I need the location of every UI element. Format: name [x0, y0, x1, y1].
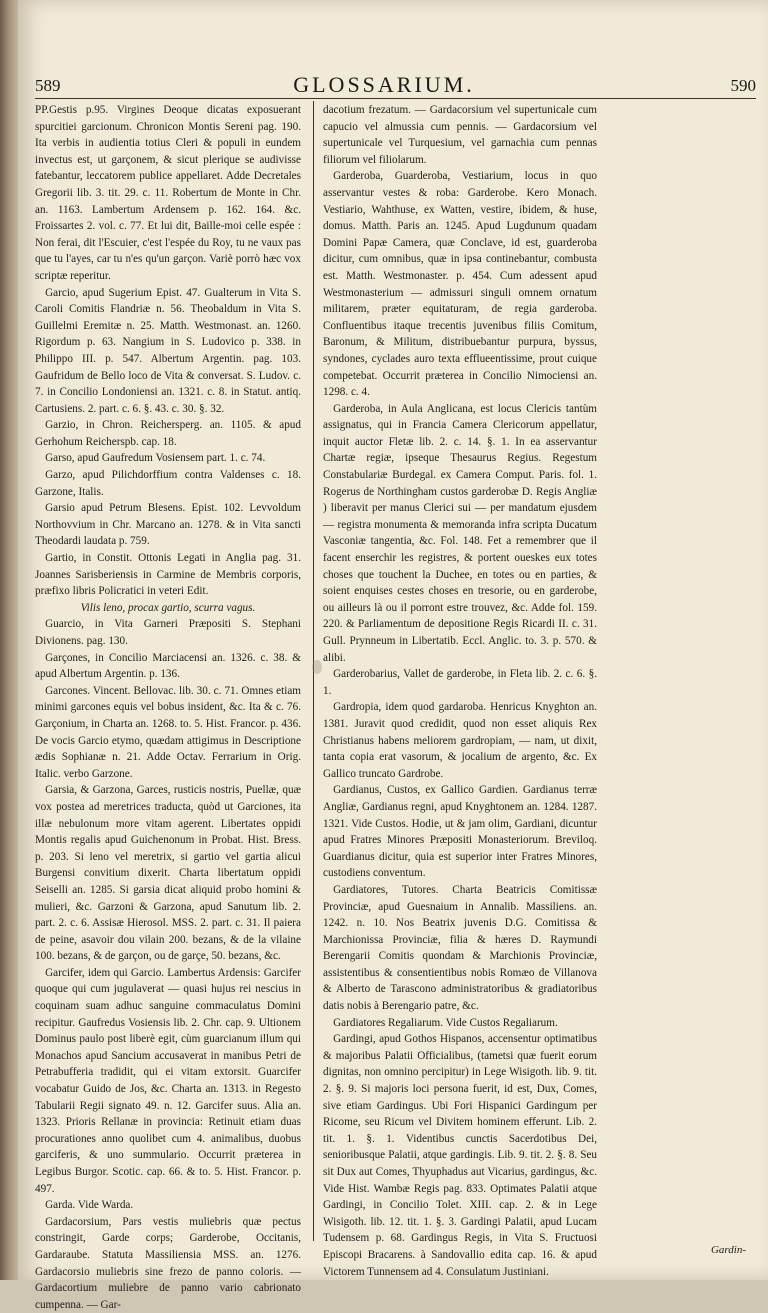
left-column — [35, 102, 301, 1311]
entry-paragraph: Garderoba, Guarderoba, Vestiarium, locus in quo asservantur vestes & roba: Garderobe. Kero Monach. Vestiario, Wahthuse, ex Watten, vestire, ibidem, & huse, domus. Matth. Paris an. 1245. Apud Lugdunum quadam Domini Papæ Camera, quæ Conclave, id est, guarderoba dicitur, cum omnibus, quæ in ipsa continebantur, combusta est. Matth. Westmonaster. p. 454. Cum adessent apud Westmonasterium — admissuri singuli omnem ornatum militarem, præter equitaturam, de regia garderoba. Confluentibus itaque trecentis juvenibus filiis Comitum, Baronum, & Militum, distribuebantur purpura, byssus, syndones, cyclades auro texta efflueentissime, prout cuique competebat. Occurrit præterea in Concilio Nimociensi an. 1298. c. 4. — [323, 170, 597, 399]
entry-paragraph: Garsio apud Petrum Blesens. Epist. 102. Levvoldum Northovvium in Chr. Marcano an. 1278. & in Vita sancti Theodardi laudata p. 759. — [35, 502, 301, 548]
entry-paragraph: Garsia, & Garzona, Garces, rusticis nostris, Puellæ, quæ vox postea ad meretrices traducta, quòd ut Garciones, ita illæ nebulonum more vitam agerent. Libertates oppidi Montis regalis apud Guichenonum in Probat. Hist. Bress. p. 203. Si leno vel meretrix, si gartio vel gartia alicui Burgensi convitium dixerit. Charta libertatum oppidi Seiselli an. 1285. Si garsia dicat aliquid probo homini & mulieri, &c. Garzoni & Garzona, apud Sanutum lib. 2. part. 2. c. 6. Assisæ Hierosol. MSS. 2. part. c. 31. Il paiera de peine, asavoir dou vilain 200. bezans, & de la vilaine 100. bezans, & de garçon, ou de garçe, 50. bezans, &c. — [35, 784, 301, 963]
entry-paragraph: Gartio, in Constit. Ottonis Legati in Anglia pag. 31. Joannes Sarisberiensis in Carmine de Membris corporis, præfixo libris Policratici in veteri Edit. — [35, 552, 301, 598]
entry-paragraph: Gardiatores, Tutores. Charta Beatricis Comitissæ Provinciæ, apud Guesnaium in Annalib. Massiliens. an. 1242. n. 10. Nos Beatrix juvenis D.G. Comitissa & Marchionissa Provinciæ, filia & hæres D. Raymundi Berengarii Comitis quondam & Marchionis Provinciæ, assistentibus & consentientibus nobis Romæo de Villanova & Alberto de Tarascono administratoribus & gradiatoribus datis nobis à Berengario patre, &c. — [323, 883, 597, 1013]
entry-paragraph: Gardiatores Regaliarum. Vide Custos Regaliarum. — [333, 1016, 558, 1029]
entry-paragraph: Garçones, in Concilio Marciacensi an. 1326. c. 38. & apud Albertum Argentin. p. 136. — [35, 651, 301, 681]
entry-paragraph: Garso, apud Gaufredum Vosiensem part. 1. c. 74. — [45, 452, 266, 465]
page-title: GLOSSARIUM. — [293, 72, 475, 97]
entry-paragraph: Guarcio, in Vita Garneri Præpositi S. Stephani Divionens. pag. 130. — [35, 618, 301, 647]
page-header — [18, 72, 756, 100]
catchword: Gardin- — [710, 1244, 746, 1256]
entry-paragraph: Garcifer, idem qui Garcio. Lambertus Ardensis: Garcifer quoque qui cum jugulaverat — quasi hujus rei nescius in coquinam suam adhuc sanguine commaculatus Domini recipitur. Gaufredus Vosiensis lib. 2. Chr. cap. 9. Ultionem Dominus paulo post liberè egit, cùm guarcianum illum qui Monachos apud Sancium accusaverat in manibus Petri de Petrabufferia tradidit, qui ei vitam extorsit. Guarcifer vocabatur Guido de Jos, &c. Charta an. 1313. in Regesto Tabularii Regii signato 49. n. 12. Garcifer suus. Alia an. 1323. Prioris Rellanæ in provincia: Retinuit etiam duas procurationes anno quolibet cum 4. animalibus, duobus garciferis, & uno summulario. Occurrit præterea in Legibus Burgor. Scotic. cap. 66. & to. 5. Hist. Francor. p. 497. — [35, 966, 301, 1195]
entry-paragraph: Garcones. Vincent. Bellovac. lib. 30. c. 71. Omnes etiam minimi garcones equis vel bobus insident, &c. Ita & c. 76. Garçonium, in Charta an. 1268. to. 5. Hist. Francor. p. 436. De vocis Garcio etymo, quædam attigimus in Descriptione ædis Sophianæ n. 21. Adde Octav. Ferrarium in Orig. Italic. verbo Garzone. — [35, 684, 301, 780]
entry-paragraph: Gardropia, idem quod gardaroba. Henricus Knyghton an. 1381. Juravit quod credidit, quod non esset aliquis Rex Christianus habens meliorem gardropiam, — nam, ut dixit, tanta copia erat vasorum, & jocalium de argento, &c. Ex Gallico truncato Gardrobe. — [323, 701, 597, 780]
entry-paragraph: Garderobarius, Vallet de garderobe, in Fleta lib. 2. c. 6. §. 1. — [323, 668, 597, 697]
entry-paragraph: Garzo, apud Pilichdorffium contra Valdenses c. 18. Garzone, Italis. — [35, 469, 301, 498]
page-number-left: 589 — [35, 76, 61, 95]
entry-paragraph: PP.Gestis p.95. Virgines Deoque dicatas exposuerant spurcitiei garcionum. Chronicon Montis Sereni pag. 190. Ita verbis in audientia totius Cleri & populi in eundem invectus est, ut garçonem, & sicut plerique se audivisse fatebantur, leccatorem publice appellaret. Adde Decretales Gregorii lib. 3. tit. 29. c. 11. Robertum de Monte in Chr. an. 1163. Lambertum Ardensem p. 162. 164. &c. Froissartes 2. vol. c. 77. Et lui dit, Baille-moi celle espée : Non ferai, dit l'Escuier, c'est l'espée du Roy, tu ne vaux pas que tu l'ayes, car tu n'es qu'un garçon. Variè porrò hæc vox scriptæ reperitur. — [35, 104, 301, 282]
right-column — [323, 102, 597, 1278]
page-number-right: 590 — [730, 76, 756, 95]
verse-quote: Vilis leno, procax gartio, scurra vagus. — [80, 601, 256, 614]
entry-paragraph: dacotium frezatum. — Gardacorsium vel supertunicale cum capucio vel almussia cum pennis. — Gardacorsium vel supertunicale vel Turquesium, vel garnachia cum pennas filiorum vel filiolarum. — [323, 104, 597, 166]
entry-paragraph: Garzio, in Chron. Reichersperg. an. 1105. & apud Gerhohum Reicherspb. cap. 18. — [35, 419, 301, 448]
header-rule — [35, 98, 756, 99]
entry-paragraph: Gardacorsium, Pars vestis muliebris quæ pectus constringit, Garde corps; Garderobe, Occitanis, Gardaraube. Statuta Massiliensia MSS. an. 1276. Gardacorsio muliebris sine frezo de panno coloris. — Gardacortium muliebre de panno vario cabrionato cumpenna. — Gar- — [35, 1215, 301, 1311]
entry-paragraph: Gardingi, apud Gothos Hispanos, accensentur optimatibus & majoribus Palatii Officialibus, (tametsi quæ fuerit eorum dignitas, non omnino percipitur) in Lege Wisigoth. lib. 9. tit. 2. §. 9. Si majoris loci persona fuerit, id est, Dux, Comes, sive etiam Gardingus. Ubi Fori Hispanici Gardingum per Ricome, seu Ricum vel Divitem hominem efferunt. Lib. 2. tit. 1. §. 1. Videntibus cunctis Sacerdotibus Dei, senioribusque Palatii, atque gardingis. Lib. 9. tit. 2. §. 8. Seu sit Dux aut Comes, Thyuphadus aut Vicarius, gardingus, &c. Vide Hist. Wambæ Regis pag. 833. Optimates Palatii atque Gardingi, in Concilio Tolet. XIII. cap. 2. & in Lege Wisigoth. lib. 12. tit. 1. §. 3. Gardingi Palatii, apud Lucam Tudensem p. 68. Gardingus Regis, in Vita S. Fructuosi Episcopi Bracarens. à Sandovallio edita cap. 16. & apud Victorem Tunnensem ad 4. Consulatum Justiniani. — [323, 1033, 597, 1278]
entry-paragraph: Gardianus, Custos, ex Gallico Gardien. Gardianus terræ Angliæ, Gardianus regni, apud Knyghtonem an. 1284. 1287. 1321. Vide Custos. Hodie, ut & jam olim, Gardiani, dicuntur apud Fratres Minores Præpositi Monasteriorum. Breviloq. Guardianus dicitur, quia est superior inter Fratres Minores, custodiens conventum. — [323, 784, 597, 880]
entry-paragraph: Garcio, apud Sugerium Epist. 47. Gualterum in Vita S. Caroli Comitis Flandriæ n. 56. Theobaldum in Vita S. Guillelmi Eremitæ n. 25. Matth. Westmonast. an. 1260. Rigordum p. 63. Nangium in S. Ludovico p. 338. in Philippo III. p. 547. Albertum Argentin. pag. 103. Gaufridum de Bello loco de Vita & conversat. S. Ludov. c. 7. in Concilio Londoniensi an. 1321. c. 8. in Statut. antiq. Cartusiens. 2. part. c. 6. §. 43. c. 30. §. 32. — [35, 286, 301, 415]
entry-paragraph: Garda. Vide Warda. — [45, 1199, 134, 1212]
entry-paragraph: Garderoba, in Aula Anglicana, est locus Clericis tantùm assignatus, qui in Francia Camera Clericorum appellatur, inquit auctor Fletæ lib. 2. c. 14. §. 1. In ea asservantur Chartæ regiæ, ipseque Thesaurus Regius. Regestum Constabulariæ Burdegal. ex Camera Comput. Paris. fol. 1. Rogerus de Northingham custos garderobæ D. Regis Angliæ ) liberavit per manus Clerici sui — per mandatum ejusdem — registra monumenta & memoranda infra scripta Ducatum Vasconiæ tangentia, &c. Fol. 148. Fet a remembrer que il facent enserchir les registres, & portent oueskes eux totes choses que touchent la Duchee, en totes ou en parties, & soient enquises cestes choses en tresorie, ou en garderobe, ou ailleurs là ou il porront estre trouvez, &c. Adde fol. 159. 220. & Parliamentum de depositione Regis Ricardi II. c. 31. Gull. Prynneum in Libertatib. Eccl. Anglic. to. 3. p. 570. & alibi. — [323, 402, 597, 664]
ink-blot — [312, 660, 322, 674]
